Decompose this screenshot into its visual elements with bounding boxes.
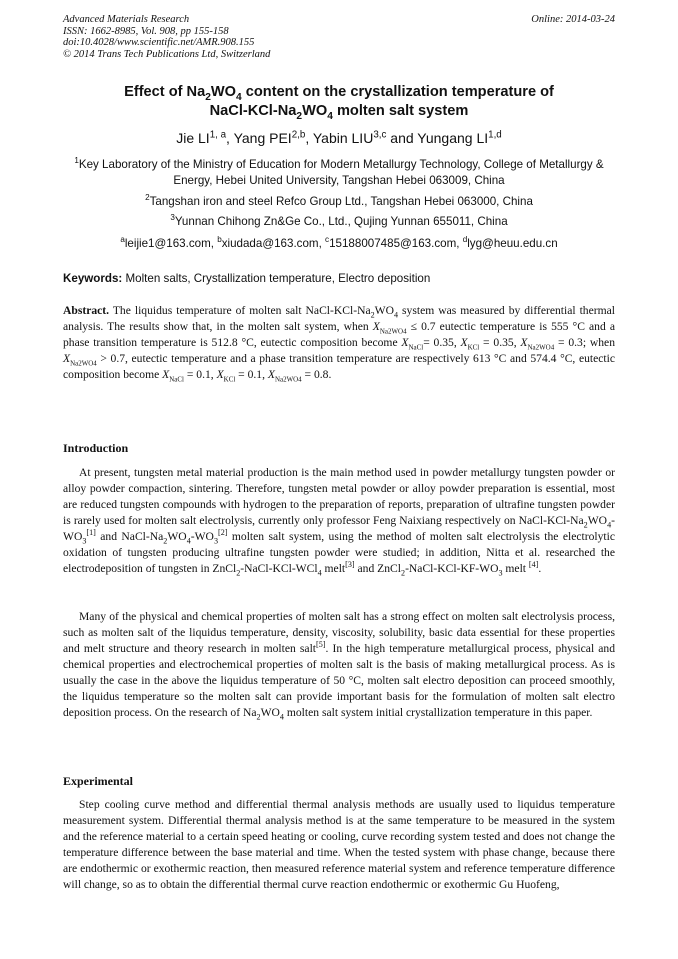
keywords (63, 271, 615, 286)
email-link[interactable]: 15188007485@163.com (329, 237, 457, 250)
journal-name: Advanced Materials Research (63, 14, 190, 25)
citation-ref[interactable]: [1] (86, 528, 96, 538)
email-list: $^a$leijie1@163.com, $^b$xiudada@163.com, $^c$15188007485@163.com, $^d$lyg@heuu.edu.cn (120, 235, 558, 250)
keywords-label: Keywords: (63, 272, 123, 285)
affiliation-2: $^2$Tangshan iron and steel Refco Group Ltd., Tangshan Hebei 063000, China (145, 193, 533, 208)
author: Yungang LI (417, 130, 489, 146)
section-heading-experimental: Experimental (63, 774, 133, 788)
email-link[interactable]: leijie1@163.com (124, 237, 211, 250)
citation-ref[interactable]: [4] (528, 560, 539, 570)
abstract: Abstract. The liquidus temperature of molten salt NaCl-$KCl-Na_2WO_4$ system was measured by differential thermal analysis. The results show that, in the molten salt system, when $X_{Na2WO4} \le 0.7$ eutectic temperature is 555 °C and a phase transition temperature is 512.8 °C, eutectic composition become $X_{NaCl}= 0.35$, $X_{KCl} = 0.35$, $X_{Na2WO4} = 0.3$; when $X_{Na2WO4} > 0.7$, eutectic temperature and a phase transition temperature are respectively 613 °C and 574.4 °C, eutectic composition become $X_{NaCl} = 0.1$, $X_{KCl} = 0.1$, $X_{Na2WO4} = 0.8$. (63, 304, 616, 384)
email-link[interactable]: xiudada@163.com (221, 237, 319, 250)
author-list: Jie LI$^{1, a}$, Yang PEI$^{2,b}$, Yabin LIU$^{3,c}$ and Yungang LI$^{1,d}$ (176, 129, 502, 146)
citation-ref[interactable]: [5] (316, 640, 326, 650)
author: Jie LI (176, 130, 210, 146)
paper-title: Effect of $Na_2WO_4$ content on the crystallization temperature of NaCl-$KCl-Na_2WO_4$ molten salt system (124, 84, 554, 122)
affiliation-3: $^3$Yunnan Chihong Zn&Ge Co., Ltd., Qujing Yunnan 655011, China (170, 213, 508, 228)
intro-paragraph-2: Many of the physical and chemical properties of molten salt has a strong effect on molten salt electrolysis process, such as molten salt of the liquidus temperature, density, viscosity, solubility, basic data essential for these properties and melt structure and theory research in molten salt[5]. In the high temperature metallurgical process, physical and chemical properties and electrochemical properties of molten salt is the basis of making metallurgical process. As is usually the case in the above the liquidus temperature of 50 °C, molten salt electro deposition can proceed smoothly, the liquidus temperature so the molten salt can provide important basis for the formulation of molten salt electro deposition process. On the research of $Na_2WO_4$ molten salt system initial crystallization temperature in this paper. (63, 610, 616, 722)
journal-header (63, 14, 615, 60)
online-date: Online: 2014-03-24 (531, 14, 615, 25)
email-link[interactable]: lyg@heuu.edu.cn (467, 237, 558, 250)
author: Yabin LIU (312, 130, 374, 146)
affiliation-1: $^1$Key Laboratory of the Ministry of Education for Modern Metallurgy Technology, College of Metallurgy & Energy, Hebei United University, Tangshan Hebei 063009, China (74, 156, 604, 187)
copyright-line: © 2014 Trans Tech Publications Ltd, Switzerland (63, 48, 271, 60)
doi-line: doi:10.4028/www.scientific.net/AMR.908.155 (63, 37, 255, 49)
issn-line: ISSN: 1662-8985, Vol. 908, pp 155-158 (63, 25, 229, 37)
author: Yang PEI (233, 130, 292, 146)
abstract-label: Abstract. (63, 304, 110, 317)
keywords-text: Molten salts, Crystallization temperature, Electro deposition (122, 272, 431, 285)
citation-ref[interactable]: [3] (345, 560, 355, 570)
section-heading-introduction: Introduction (63, 441, 129, 455)
intro-paragraph-1: At present, tungsten metal material production is the main method used in powder metallurgy tungsten powder or alloy powder compaction, sintering. Therefore, tungsten metal powder or alloy powder preparation is essential, most are reduced tungsten compounds with hydrogen to the preparation of reports, preparation of ultrafine tungsten powder is rarely used for molten salt electrolysis, currently only professor Feng Naixiang respectively on NaCl-$KCl-Na_2WO_4-WO_3[1]$ and NaCl-$Na_2WO_4-WO_3[2]$ molten salt system, using the method of molten salt electrolysis the electrolytic oxidation of tungsten producing ultrafine tungsten powder were studied; in addition, Nitta et al. researched the electrodeposition of tungsten in ZnCl$_2$-NaCl-KCl-WCl$_4$ melt[3] and $ZnCl_2-NaCl-KCl-KF-WO_3$ melt [4]. (63, 466, 615, 578)
citation-ref[interactable]: [2] (218, 528, 228, 538)
experimental-paragraph-1: Step cooling curve method and differential thermal analysis methods are usually used to liquidus temperature measurement system. Differential thermal analysis method is at the same temperature to be measured in the system and the reference material to a certain speed heating or cooling, curve recording system tested and does not change the temperature difference between the base material and time. When the tested system with phase change, because there are endothermic or exothermic reaction, then measured reference material system and reference temperature difference will change, so as to obtain the differential thermal curve reaction endothermic or exothermic Gu Huofeng, (63, 798, 615, 891)
